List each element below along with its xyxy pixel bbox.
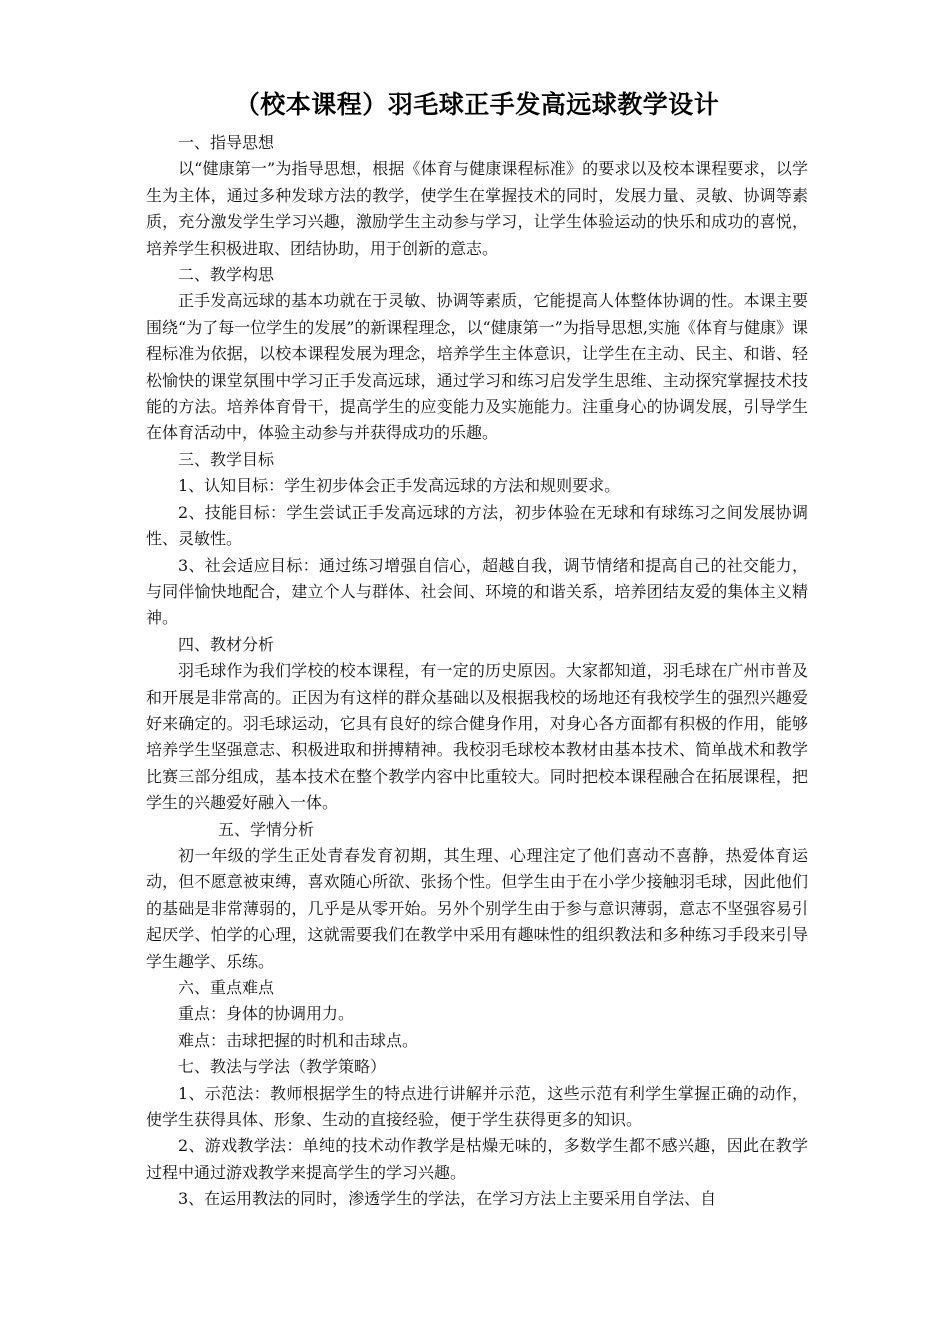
section-heading: 一、指导思想: [178, 133, 275, 152]
paragraph: 3、社会适应目标：通过练习增强自信心，超越自我，调节情绪和提高自己的社交能力，与同伴愉快地配合，建立个人与群体、社会间、环境的和谐关系，培养团结友爱的集体主义精神。: [146, 555, 808, 628]
paragraph: 初一年级的学生正处青春发育初期，其生理、心理注定了他们喜动不喜静，热爱体育运动，但不愿意被束缚，喜欢随心所欲、张扬个性。但学生由于在小学少接触羽毛球，因此他们的基础是非常薄弱的，几乎是从零开始。另外个别学生由于参与意识薄弱，意志不坚强容易引起厌学、怕学的心理，这就需要我们在教学中采用有趣味性的组织教法和多种练习手段来引导学生趣学、乐练。: [146, 845, 808, 971]
section-key-difficult-points: [146, 975, 808, 1054]
section-heading: 四、教材分析: [178, 634, 275, 654]
section-heading: 三、教学目标: [178, 449, 275, 469]
section-teaching-concept: [146, 262, 808, 447]
paragraph: 3、在运用教法的同时，渗透学生的学法，在学习方法上主要采用自学法、自: [178, 1189, 717, 1209]
paragraph: 以“健康第一”为指导思想，根据《体育与健康课程标准》的要求以及校本课程要求，以学生为主体，通过多种发球方法的教学，使学生在掌握技术的同时，发展力量、灵敏、协调等素质，充分激发学生学习兴趣，激励学生主动参与学习，让学生体验运动的快乐和成功的喜悦，培养学生积极进取、团结协助，用于创新的意志。: [146, 159, 808, 258]
section-student-analysis: [146, 817, 808, 975]
section-material-analysis: [146, 632, 808, 817]
paragraph: 正手发高远球的基本功就在于灵敏、协调等素质，它能提高人体整体协调的性。本课主要围绕“为了每一位学生的发展”的新课程理念，以“健康第一”为指导思想,实施《体育与健康》课程标准为依据，以校本课程发展为理念，培养学生主体意识，让学生在主动、民主、和谐、轻松愉快的课堂氛围中学习正手发高远球，通过学习和练习启发学生思维、主动探究掌握技术技能的方法。培养体育骨干，提高学生的应变能力及实施能力。注重身心的协调发展，引导学生在体育活动中，体验主动参与并获得成功的乐趣。: [146, 291, 808, 443]
paragraph: 羽毛球作为我们学校的校本课程，有一定的历史原因。大家都知道，羽毛球在广州市普及和开展是非常高的。正因为有这样的群众基础以及根据我校的场地还有我校学生的强烈兴趣爱好来确定的。羽毛球运动，它具有良好的综合健身作用，对身心各方面都有积极的作用，能够培养学生坚强意志、积极进取和拼搏精神。我校羽毛球校本教材由基本技术、简单战术和教学比赛三部分组成，基本技术在整个教学内容中比重较大。同时把校本课程融合在拓展课程，把学生的兴趣爱好融入一体。: [146, 661, 808, 813]
document-page: [146, 84, 808, 1213]
paragraph: 重点：身体的协调用力。: [178, 1004, 355, 1024]
section-heading: 二、教学构思: [178, 265, 275, 285]
section-heading: 五、学情分析: [218, 819, 315, 839]
document-title: （校本课程）羽毛球正手发高远球教学设计: [234, 90, 720, 119]
paragraph: 难点：击球把握的时机和击球点。: [178, 1030, 419, 1050]
section-heading: 六、重点难点: [178, 978, 275, 997]
paragraph: 2、技能目标：学生尝试正手发高远球的方法，初步体验在无球和有球练习之间发展协调性、灵敏性。: [146, 502, 808, 549]
paragraph: 1、示范法：教师根据学生的特点进行讲解并示范，这些示范有利学生掌握正确的动作，使学生获得具体、形象、生动的直接经验，便于学生获得更多的知识。: [146, 1083, 808, 1130]
section-heading: 七、教法与学法（教学策略）: [178, 1057, 387, 1077]
paragraph: 1、认知目标：学生初步体会正手发高远球的方法和规则要求。: [178, 476, 621, 496]
section-teaching-objectives: [146, 447, 808, 632]
paragraph: 2、游戏教学法：单纯的技术动作教学是枯燥无味的，多数学生都不感兴趣，因此在教学过程中通过游戏教学来提高学生的学习兴趣。: [146, 1136, 808, 1182]
section-guiding-ideology: [146, 130, 808, 262]
section-teaching-methods: [146, 1054, 808, 1212]
